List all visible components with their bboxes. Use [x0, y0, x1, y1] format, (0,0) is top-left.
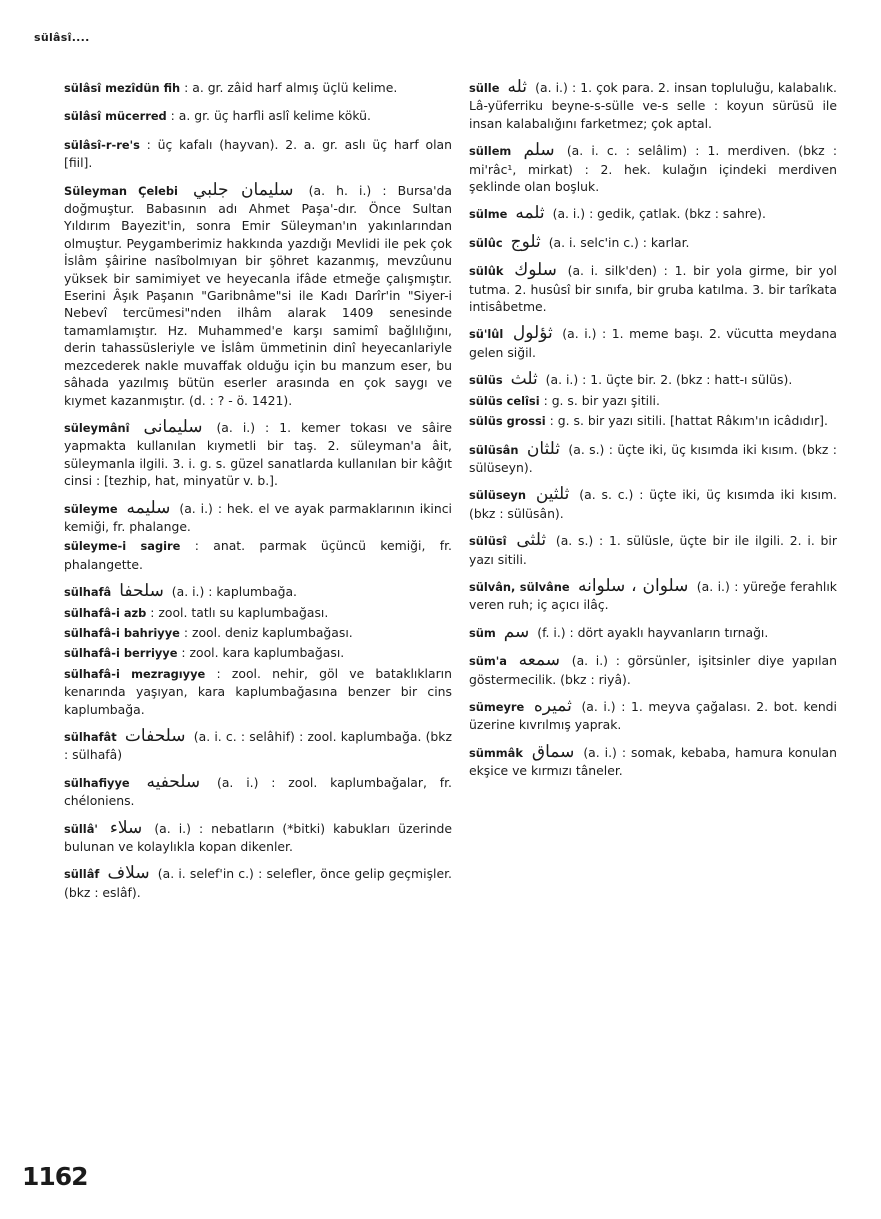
- entry-arabic-script: ثلثى: [516, 530, 547, 551]
- entry-definition: (a. i. selc'in c.) : karlar.: [548, 234, 690, 250]
- dictionary-entry: [455, 371, 837, 389]
- entry-arabic-script: سلحفات: [124, 726, 186, 746]
- entry-definition: : zool. nehir, göl ve bataklıkların kenarında yaşıyan, kara kaplumbağasına benzer bir cins kaplumbağa.: [64, 665, 452, 717]
- dictionary-entry: [455, 438, 837, 477]
- entry-headword: sülhafâ-i mezragıyye: [64, 666, 206, 681]
- dictionary-entry: [50, 136, 452, 172]
- entry-headword: sülüs: [469, 373, 503, 388]
- entry-definition: : zool. kara kaplumbağası.: [181, 645, 345, 661]
- dictionary-entry: [455, 741, 837, 780]
- dictionary-entry: [50, 817, 452, 856]
- dictionary-entry: [455, 205, 837, 223]
- entry-arabic-script: سلحفا: [119, 581, 164, 602]
- left-column: [50, 79, 452, 911]
- entry-arabic-script: سلوان ، سلوانه: [577, 575, 689, 596]
- entry-headword: sülüseyn: [469, 488, 526, 503]
- entry-arabic-script: ثله: [507, 77, 528, 97]
- entry-arabic-script: ثلث: [510, 369, 538, 390]
- entry-headword: sümeyre: [469, 699, 525, 714]
- entry-headword: süllâf: [64, 867, 100, 882]
- dictionary-entry: [50, 865, 452, 901]
- entry-headword: sülhafâ-i bahriyye: [64, 625, 180, 640]
- entry-definition: (a. i.) : 1. çok para. 2. insan topluluğu, kalabalık. Lâ-yüferriku beyne-s-sülle ve-s selle : koyun sürüsü ile insan kalabalığını farketmez; çok aptal.: [469, 80, 837, 131]
- entry-arabic-script: سلوك: [514, 260, 557, 281]
- entry-headword: süm'a: [469, 654, 507, 669]
- entry-arabic-script: ثلمه: [515, 203, 545, 224]
- entry-definition: (a. i.) : 1. üçte bir. 2. (bkz : hatt-ı sülüs).: [545, 372, 793, 388]
- entry-headword: sülâsî-r-re's: [64, 137, 140, 152]
- entry-headword: Süleyman Çelebi: [64, 183, 178, 198]
- entry-arabic-script: ثميره: [533, 695, 572, 716]
- entry-definition: (a. i.) : 1. meme başı. 2. vücutta meydana gelen siğil.: [469, 326, 837, 360]
- entry-arabic-script: سماق: [531, 741, 575, 762]
- entry-headword: sülhafâ-i azb: [64, 605, 147, 620]
- entry-headword: süm: [469, 625, 496, 640]
- entry-arabic-script: سم: [503, 621, 530, 642]
- entry-arabic-script: سلم: [523, 140, 555, 161]
- entry-definition: (a. i.) : 1. meyva çağalası. 2. bot. kendi üzerine kıvrılmış yaprak.: [469, 698, 837, 733]
- dictionary-entry: [455, 695, 837, 734]
- entry-definition: (a. i. silk'den) : 1. bir yola girme, bir yol tutma. 2. husûsî bir sınıfa, bir gruba katılma. 3. bir tarîkata intisâbetme.: [469, 263, 837, 315]
- entry-headword: sülle: [469, 81, 500, 95]
- dictionary-entry: [455, 231, 837, 252]
- entry-definition: (a. s.) : üçte iki, üç kısımda iki kısım. (bkz : sülüseyn).: [469, 441, 837, 475]
- entry-headword: süleyme-i sagire: [64, 539, 181, 554]
- dictionary-entry: [50, 583, 452, 601]
- entry-definition: (f. i.) : dört ayaklı hayvanların tırnağı.: [537, 624, 769, 640]
- entry-headword: süllem: [469, 144, 512, 159]
- entry-arabic-script: سليمانى: [143, 416, 203, 437]
- dictionary-entry: [50, 179, 452, 409]
- entry-headword: sülüsî: [469, 534, 507, 549]
- entry-definition: (a. i. c. : selâlim) : 1. merdiven. (bkz : mi'râc¹, mirkat) : 2. hek. kulağın içindeki merdiven şeklinde olan boşluk.: [469, 143, 837, 195]
- entry-definition: : a. gr. zâid harf almış üçlü kelime.: [184, 80, 398, 95]
- entry-definition: : a. gr. üç harfli aslî kelime kökü.: [170, 108, 371, 124]
- dictionary-entry: [50, 728, 452, 764]
- entry-headword: sülhafiyye: [64, 775, 130, 790]
- entry-definition: (a. i.) : kaplumbağa.: [171, 584, 297, 600]
- entry-arabic-script: سلاف: [107, 863, 150, 884]
- entry-definition: (a. h. i.) : Bursa'da doğmuştur. Babasının adı Ahmet Paşa'-dır. Önce Sultan Yıldırım Bayezit'in, sonra Emir Süleyman'ın yakınlarından olmuştur. Peygamberimiz hakkında yazdığı Mevlidi ile pek çok İslâm şâirine nasîbolmıyan bir şöhret kazanmış, mevzûunu yüksek bir samimiyet ve heyecanla ifâde etmeğe çalışmıştır. Eserini Âşık Paşanın "Garibnâme"si ile Kadı Darîr'in "Siyer-i Nebevî tercümesi"nden ilhâm alarak 1409 senesinde tamamlamıştır. Hz. Muhammed'e karşı samimî bağlılığını, derin tahassüsleriyle ve İslâm ümmetinin dinî heyecanlariyle mezcederek nakle muvaffak olduğu için bu manzum eser, bu sâhada yazılmış bütün eserler arasında en çok saygı ve kıymet kazanmıştır. (d. : ? - ö. 1421).: [64, 182, 452, 408]
- dictionary-entry: [50, 537, 452, 573]
- entry-headword: süleymânî: [64, 420, 130, 435]
- entry-definition: (a. i.) : yüreğe ferahlık veren ruh; iç açıcı ilâç.: [469, 578, 837, 613]
- entry-arabic-script: ثلثين: [535, 484, 570, 505]
- entry-arabic-script: سمعه: [518, 650, 561, 671]
- entry-definition: (a. i. selef'in c.) : selefler, önce gelip geçmişler. (bkz : eslâf).: [64, 866, 452, 900]
- dictionary-entry: [50, 79, 452, 97]
- dictionary-entry: [455, 621, 837, 642]
- entry-definition: (a. i.) : hek. el ve ayak parmaklarının ikinci kemiği, fr. phalange.: [64, 500, 452, 534]
- dictionary-entry: [50, 771, 452, 810]
- entry-arabic-script: ثلوج: [510, 231, 541, 252]
- right-column: [455, 79, 837, 790]
- entry-headword: sülâsî mezîdün fih: [64, 81, 181, 95]
- entry-definition: : g. s. bir yazı şitili.: [543, 392, 660, 408]
- entry-arabic-script: سليمان جلبي: [193, 179, 294, 200]
- entry-arabic-script: ثؤلول: [512, 323, 553, 344]
- running-head: sülâsî....: [34, 31, 90, 44]
- entry-headword: sümmâk: [469, 745, 523, 760]
- entry-definition: (a. i.) : zool. kaplumbağalar, fr. chéloniens.: [64, 774, 452, 809]
- entry-headword: sülûk: [469, 264, 504, 279]
- entry-definition: : anat. parmak üçüncü kemiği, fr. phalangette.: [64, 538, 452, 572]
- entry-arabic-script: سلاء: [109, 817, 143, 838]
- entry-arabic-script: سلحفيه: [146, 771, 201, 792]
- entry-definition: : üç kafalı (hayvan). 2. a. gr. aslı üç harf olan [fiil].: [64, 136, 452, 171]
- dictionary-entry: [455, 486, 837, 522]
- entry-arabic-script: ثلثان: [526, 438, 561, 459]
- dictionary-entry: [455, 392, 837, 410]
- entry-headword: sülûc: [469, 235, 503, 250]
- entry-definition: (a. i. c. : selâhif) : zool. kaplumbağa. (bkz : sülhafâ): [64, 729, 452, 763]
- entry-headword: sülâsî mücerred: [64, 109, 167, 124]
- entry-headword: sülüs celîsi: [469, 393, 540, 408]
- entry-headword: sülvân, sülvâne: [469, 579, 570, 594]
- dictionary-entry: [455, 262, 837, 315]
- entry-headword: sülme: [469, 207, 508, 222]
- entry-headword: sülhafâ: [64, 585, 112, 600]
- dictionary-entry: [455, 532, 837, 568]
- dictionary-entry: [50, 644, 452, 662]
- dictionary-entry: [455, 325, 837, 361]
- dictionary-entry: [50, 107, 452, 125]
- entry-definition: (a. i.) : somak, kebaba, hamura konulan ekşice ve kırmızı tâneler.: [469, 744, 837, 779]
- entry-definition: : g. s. bir yazı sitili. [hattat Râkım'ın icâdıdır].: [549, 413, 828, 429]
- dictionary-entry: [455, 412, 837, 430]
- dictionary-entry: [455, 575, 837, 614]
- page-number: 1162: [22, 1162, 88, 1191]
- entry-headword: sü'lûl: [469, 327, 504, 342]
- dictionary-entry: [455, 652, 837, 688]
- entry-headword: süllâ': [64, 821, 98, 836]
- entry-definition: (a. i.) : gedik, çatlak. (bkz : sahre).: [552, 206, 766, 222]
- entry-definition: : zool. deniz kaplumbağası.: [183, 624, 353, 640]
- entry-definition: (a. i.) : 1. kemer tokası ve sâire yapmakta kullanılan kıymetli bir taş. 2. süleyman'a âit, süleymanla ilgili. 3. i. g. s. güzel sanatlarda kullanılan bir kâğıt cinsi : [tezhip, hat, minyatür v. b.].: [64, 419, 452, 489]
- entry-definition: (a. s.) : 1. sülüsle, üçte bir ile ilgili. 2. i. bir yazı sitili.: [469, 533, 837, 567]
- dictionary-entry: [50, 665, 452, 718]
- entry-headword: süleyme: [64, 501, 118, 516]
- entry-headword: sülhafât: [64, 730, 117, 744]
- dictionary-entry: [455, 79, 837, 132]
- entry-headword: sülüsân: [469, 442, 519, 457]
- entry-headword: sülhafâ-i berriyye: [64, 646, 178, 661]
- dictionary-entry: [455, 142, 837, 195]
- dictionary-entry: [50, 416, 452, 490]
- dictionary-entry: [50, 604, 452, 622]
- entry-definition: (a. s. c.) : üçte iki, üç kısımda iki kısım. (bkz : sülüsân).: [469, 487, 837, 521]
- entry-definition: (a. i.) : görsünler, işitsinler diye yapılan göstermecilik. (bkz : riyâ).: [469, 653, 837, 687]
- dictionary-entry: [50, 497, 452, 536]
- entry-definition: (a. i.) : nebatların (*bitki) kabukları üzerinde bulunan ve kolaylıkla kopan dikenler.: [64, 820, 452, 855]
- entry-arabic-script: سليمه: [126, 497, 171, 518]
- dictionary-entry: [50, 624, 452, 642]
- entry-headword: sülüs grossi: [469, 414, 546, 429]
- entry-definition: : zool. tatlı su kaplumbağası.: [150, 604, 329, 620]
